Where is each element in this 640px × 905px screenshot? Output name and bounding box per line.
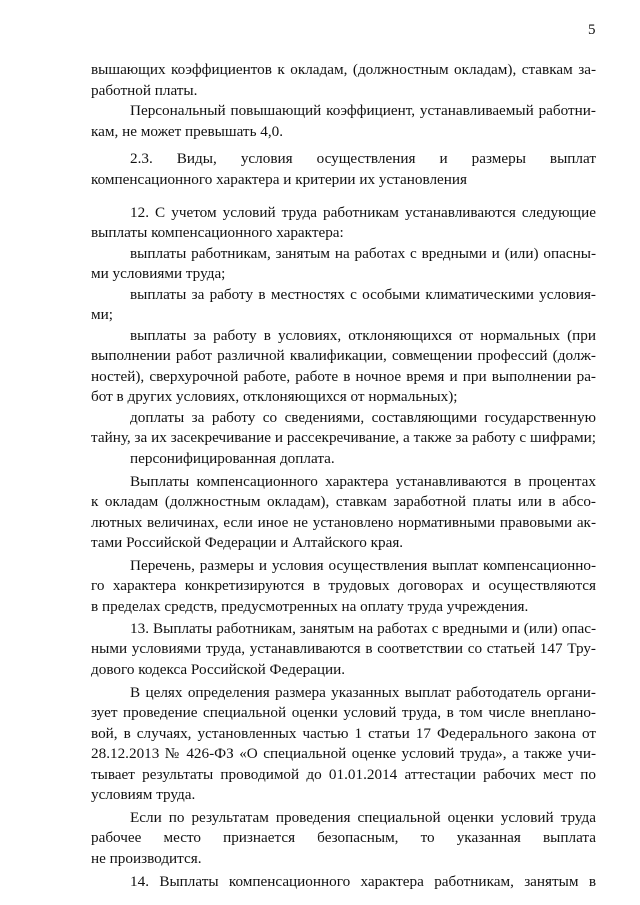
text-line: ными условиями труда, устанавливаются в соответствии со статьей 147 Тру- (91, 640, 596, 657)
text-line: Персональный повышающий коэффициент, устанавливаемый работни- (130, 102, 596, 119)
text-line: Перечень, размеры и условия осуществления выплат компенсационно- (130, 557, 596, 574)
text-line: В целях определения размера указанных выплат работодатель органи- (130, 684, 596, 701)
text-line: Если по результатам проведения специальной оценки условий труда (130, 809, 596, 826)
text-line: к окладам (должностным окладам), ставкам заработной платы или в абсо- (91, 493, 596, 510)
text-line: 28.12.2013 № 426-ФЗ «О специальной оценке условий труда», а также учи- (91, 745, 596, 762)
text-line: выплаты работникам, занятым на работах с вредными и (или) опасны- (130, 245, 596, 262)
text-line: 12. С учетом условий труда работникам устанавливаются следующие (130, 204, 596, 221)
text-line: бот в других условиях, отклоняющихся от нормальных); (91, 388, 458, 405)
text-line: кам, не может превышать 4,0. (91, 123, 284, 140)
text-line: ми; (91, 306, 113, 323)
text-line: выплаты за работу в условиях, отклоняющихся от нормальных (при (130, 327, 596, 344)
text-line: лютных величинах, если иное не установлено нормативными правовыми ак- (91, 514, 596, 531)
text-line: работной платы. (91, 82, 198, 99)
text-line: в пределах средств, предусмотренных на оплату труда учреждения. (91, 598, 529, 615)
text-line: тывает результаты проводимой до 01.01.2014 аттестации рабочих мест по (91, 766, 596, 783)
text-line: выполнении работ различной квалификации, совмещении профессий (долж- (91, 347, 596, 364)
text-line: персонифицированная доплата. (130, 450, 335, 467)
text-line: вой, в случаях, установленных частью 1 статьи 17 Федерального закона от (91, 725, 596, 742)
text-line: 14. Выплаты компенсационного характера работникам, занятым в (130, 873, 596, 890)
text-line: условиям труда. (91, 786, 196, 803)
text-line: Выплаты компенсационного характера устанавливаются в процентах (130, 473, 596, 490)
text-line: го характера конкретизируются в трудовых договорах и осуществляются (91, 577, 596, 594)
text-line: тами Российской Федерации и Алтайского края. (91, 534, 404, 551)
section-heading: 2.3. Виды, условия осуществления и размеры выплат (130, 150, 596, 167)
text-line: не производится. (91, 850, 202, 867)
text-line: выплаты за работу в местностях с особыми климатическими условия- (130, 286, 596, 303)
text-line: зует проведение специальной оценки условий труда, в том числе внеплано- (91, 704, 596, 721)
text-line: рабочее место признается безопасным, то указанная выплата (91, 829, 596, 846)
text-line: выплаты компенсационного характера: (91, 224, 344, 241)
text-line: доплаты за работу со сведениями, составляющими государственную (130, 409, 596, 426)
text-line: 13. Выплаты работникам, занятым на работах с вредными и (или) опас- (130, 620, 596, 637)
section-heading: компенсационного характера и критерии их установления (91, 171, 468, 188)
text-line: ностей), сверхурочной работе, работе в ночное время и при выполнении ра- (91, 368, 596, 385)
text-line: вышающих коэффициентов к окладам, (должностным окладам), ставкам за- (91, 61, 596, 78)
text-line: ми условиями труда; (91, 265, 226, 282)
text-line: тайну, за их засекречивание и рассекречивание, а также за работу с шифрами; (91, 429, 596, 446)
page-number: 5 (588, 22, 596, 38)
text-line: дового кодекса Российской Федерации. (91, 661, 346, 678)
